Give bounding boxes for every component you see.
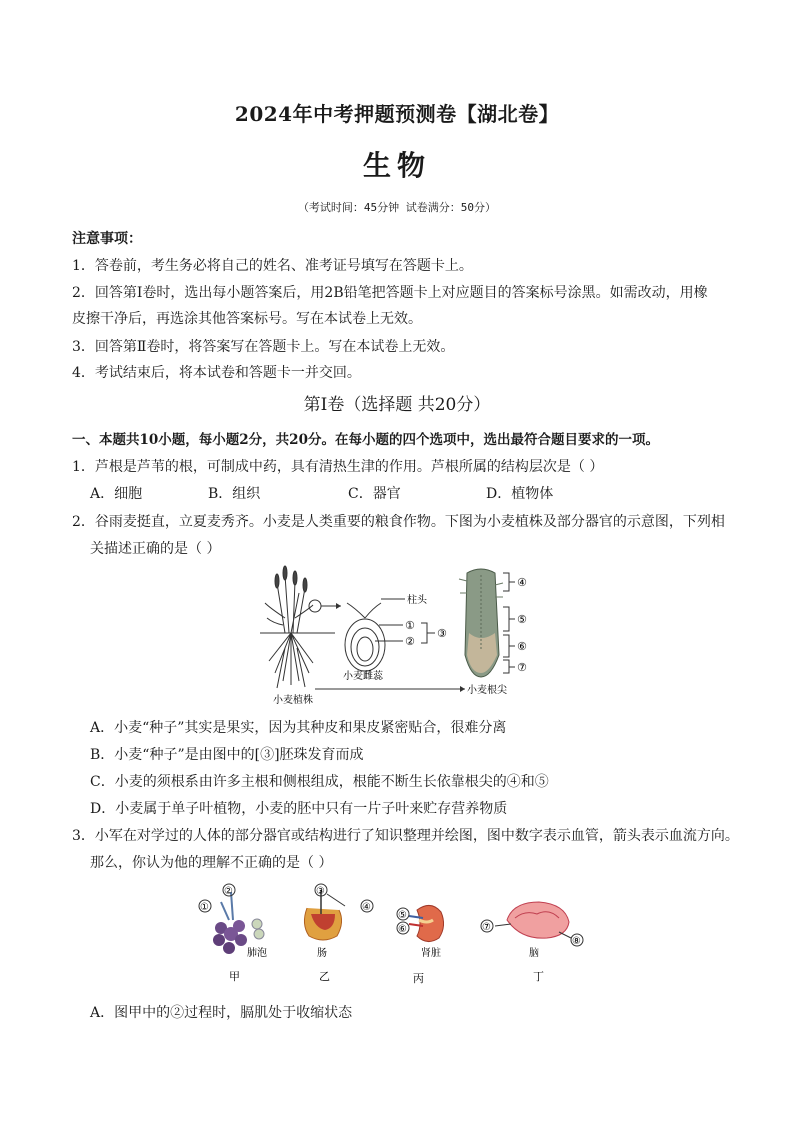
section-instructions: 一、本题共10小题，每小题2分，共20分。在每小题的四个选项中，选出最符合题目要求的一项。 <box>72 432 659 448</box>
notice-item: 3．回答第Ⅱ卷时，将答案写在答题卡上。写在本试卷上无效。 <box>72 339 455 355</box>
q3-label-7: ⑦ <box>482 922 491 933</box>
fig-bing-label: 丙 <box>413 972 424 985</box>
q3-label-1: ① <box>200 902 209 913</box>
question-1-option-a: A．细胞 <box>90 486 143 502</box>
wheat-figure <box>255 563 545 711</box>
label-2: ② <box>405 635 415 648</box>
question-1-stem: 1．芦根是芦苇的根，可制成中药，具有清热生津的作用。芦根所属的结构层次是（ ） <box>72 459 604 475</box>
root-tip-label: 小麦根尖 <box>467 685 507 696</box>
kidney-label: 肾脏 <box>421 948 441 959</box>
label-7: ⑦ <box>517 661 527 674</box>
q3-label-6: ⑥ <box>398 924 407 935</box>
root-tip-drawing <box>459 569 503 677</box>
label-5: ⑤ <box>517 613 527 626</box>
notice-item: 皮擦干净后，再选涂其他答案标号。写在本试卷上无效。 <box>72 311 422 327</box>
q3-label-8: ⑧ <box>572 936 581 947</box>
wheat-plant-drawing <box>260 566 335 688</box>
fig-jia-label: 甲 <box>229 970 240 983</box>
q3-label-2: ② <box>224 886 233 897</box>
question-2-option-d: D．小麦属于单子叶植物，小麦的胚中只有一片子叶来贮存营养物质 <box>90 801 508 817</box>
label-1: ① <box>405 619 415 632</box>
question-1-option-d: D．植物体 <box>486 486 554 502</box>
pistil-label: 小麦雌蕊 <box>343 671 383 682</box>
intestine-label: 肠 <box>317 948 327 959</box>
intestine-drawing <box>304 890 345 940</box>
fig-yi-label: 乙 <box>319 970 330 983</box>
question-1-option-c: C．器官 <box>348 486 401 502</box>
subject-title: 生物 <box>362 149 431 182</box>
pistil-drawing <box>345 603 385 671</box>
question-2-stem-cont: 关描述正确的是（ ） <box>90 541 221 557</box>
q3-label-5: ⑤ <box>398 910 407 921</box>
exam-title: 2024年中考押题预测卷【湖北卷】 <box>234 102 560 126</box>
section-title: 第Ⅰ卷（选择题 共20分） <box>303 395 491 415</box>
stigma-label: 柱头 <box>407 595 427 606</box>
question-2-option-c: C．小麦的须根系由许多主根和侧根组成，根能不断生长依靠根尖的④和⑤ <box>90 774 549 790</box>
notice-item: 1．答卷前，考生务必将自己的姓名、准考证号填写在答题卡上。 <box>72 258 473 274</box>
notice-item: 2．回答第Ⅰ卷时，选出每小题答案后，用2B铅笔把答题卡上对应题目的答案标号涂黑。如需改动，用橡 <box>72 285 708 301</box>
plant-label: 小麦植株 <box>273 695 313 706</box>
organs-figure <box>195 880 595 990</box>
question-2-stem: 2．谷雨麦挺直，立夏麦秀齐。小麦是人类重要的粮食作物。下图为小麦植株及部分器官的示意图，下列相 <box>72 514 725 530</box>
question-3-stem-cont: 那么，你认为他的理解不正确的是（ ） <box>90 855 333 871</box>
notice-heading: 注意事项： <box>72 231 142 247</box>
brain-label: 脑 <box>529 948 539 959</box>
alveoli-label: 肺泡 <box>247 948 267 959</box>
fig-ding-label: 丁 <box>533 970 544 983</box>
alveoli-drawing <box>213 892 264 954</box>
label-4: ④ <box>517 576 527 589</box>
zoom-circle <box>309 600 321 612</box>
exam-time-info: （考试时间：45分钟 试卷满分：50分） <box>297 201 497 214</box>
question-3-option-a: A．图甲中的②过程时，膈肌处于收缩状态 <box>90 1005 353 1021</box>
label-3: ③ <box>437 627 447 640</box>
question-2-option-b: B．小麦“种子”是由图中的[③]胚珠发育而成 <box>90 747 364 763</box>
q3-label-4: ④ <box>362 902 371 913</box>
question-1-option-b: B．组织 <box>208 486 261 502</box>
notice-item: 4．考试结束后，将本试卷和答题卡一并交回。 <box>72 365 361 381</box>
brain-drawing <box>495 902 571 938</box>
question-2-option-a: A．小麦“种子”其实是果实，因为其种皮和果皮紧密贴合，很难分离 <box>90 720 507 736</box>
question-3-stem: 3．小军在对学过的人体的部分器官或结构进行了知识整理并绘图，图中数字表示血管，箭头表示血流方向。 <box>72 828 739 844</box>
q3-label-3: ③ <box>316 886 325 897</box>
label-6: ⑥ <box>517 640 527 653</box>
kidney-drawing <box>409 905 444 941</box>
